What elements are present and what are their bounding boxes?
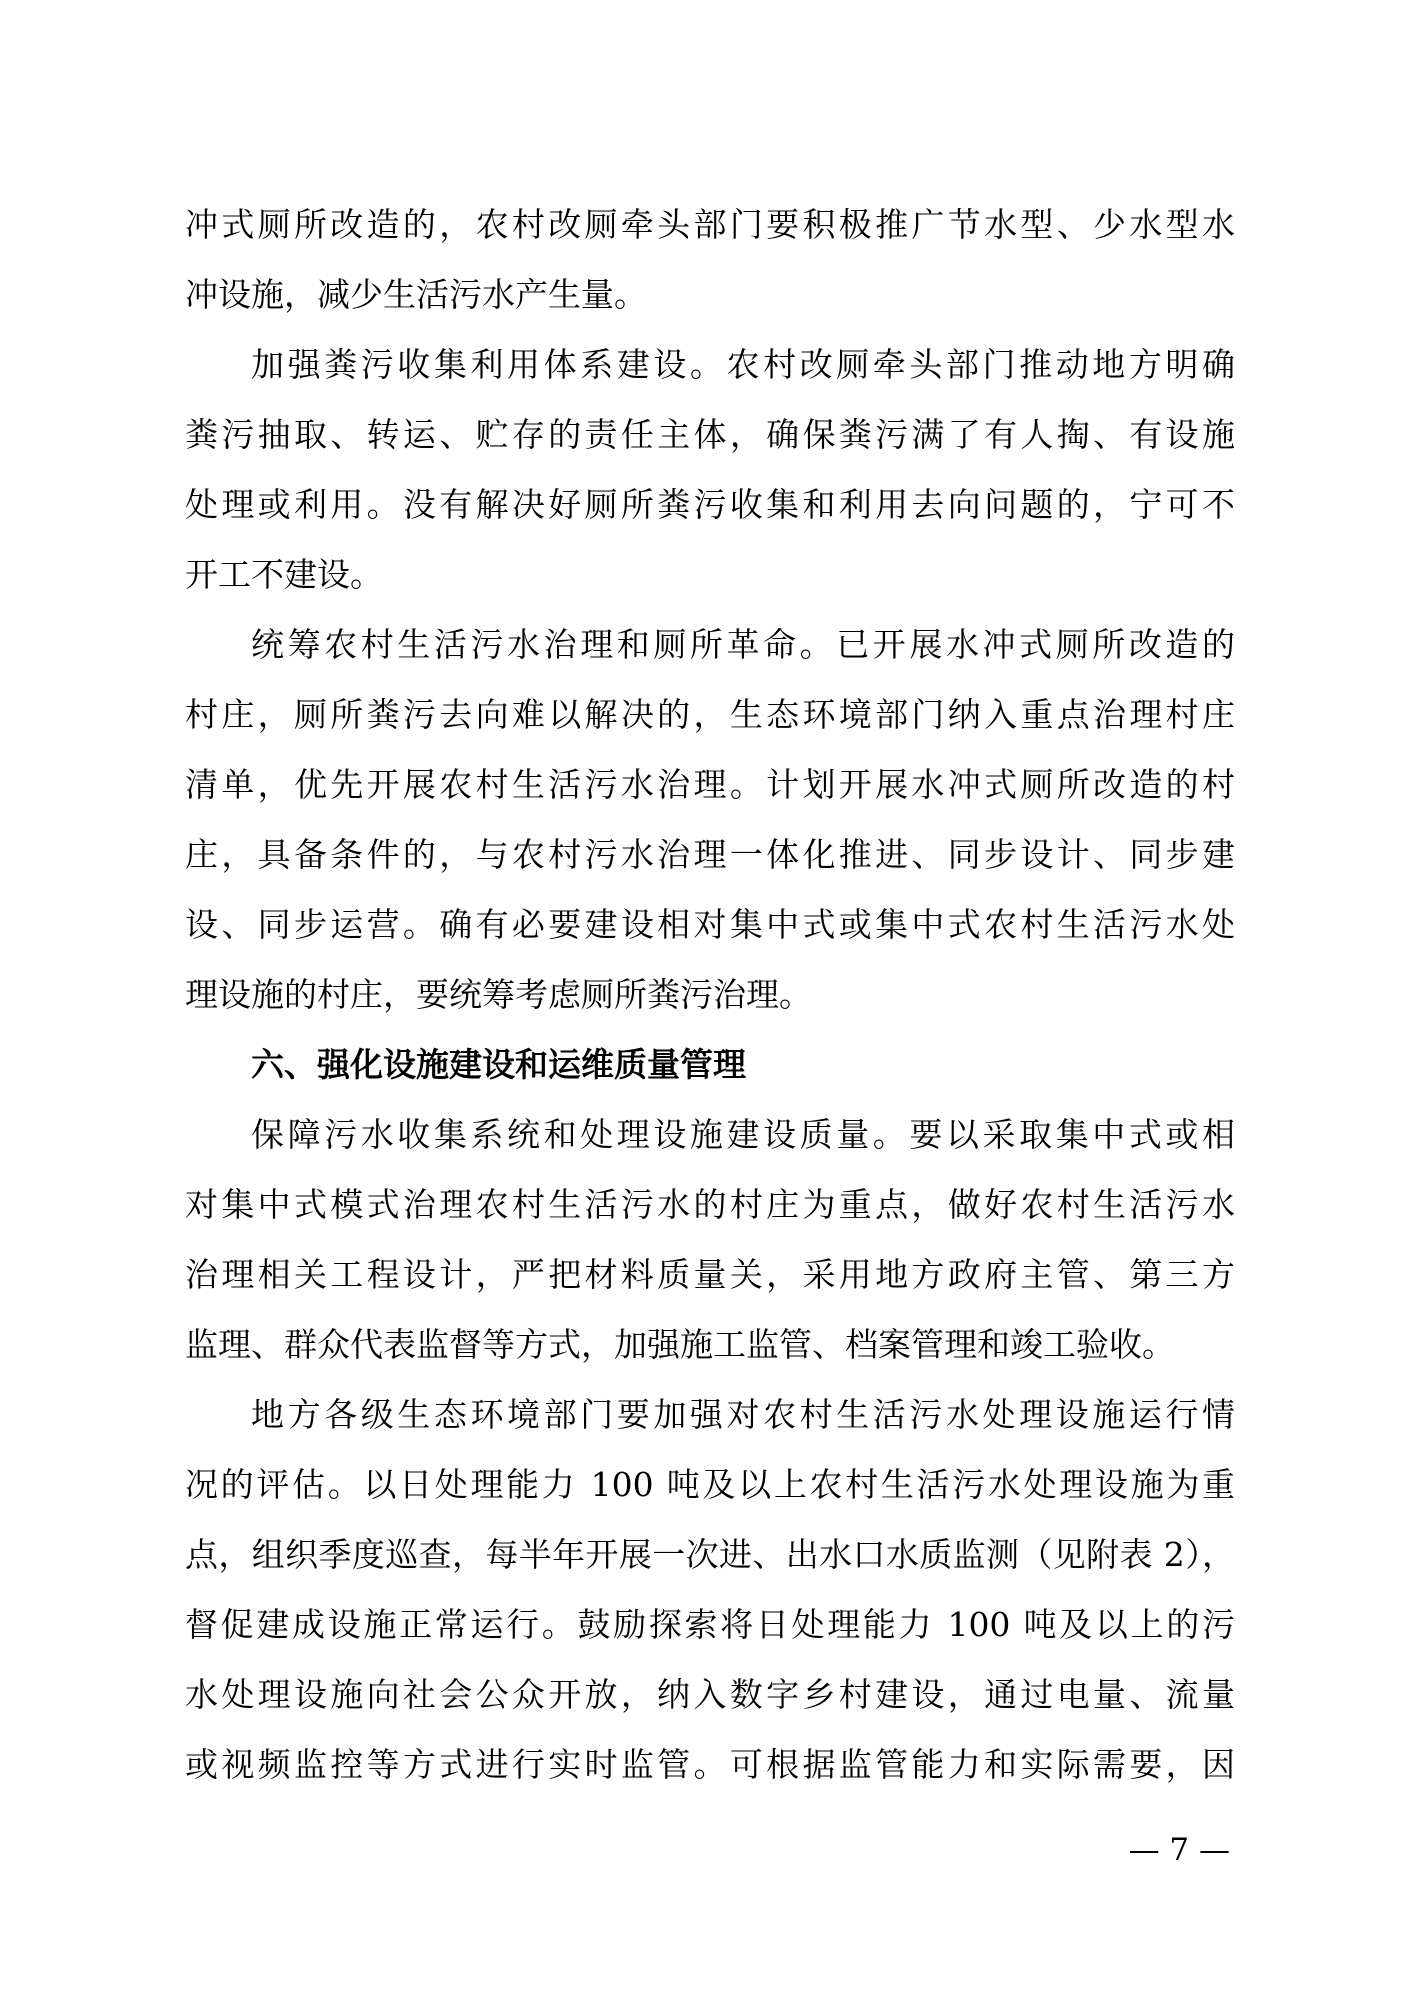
text-line: 处理或利用。没有解决好厕所粪污收集和利用去向问题的，宁可不 <box>185 485 1235 524</box>
text-line: 加强粪污收集利用体系建设。农村改厕牵头部门推动地方明确 <box>251 345 1235 384</box>
text-line: 清单，优先开展农村生活污水治理。计划开展水冲式厕所改造的村 <box>185 765 1235 804</box>
text-line: 设、同步运营。确有必要建设相对集中式或集中式农村生活污水处 <box>185 905 1235 944</box>
text-line: 监理、群众代表监督等方式，加强施工监管、档案管理和竣工验收。 <box>185 1325 1175 1364</box>
text-line: 治理相关工程设计，严把材料质量关，采用地方政府主管、第三方 <box>185 1255 1235 1294</box>
text-line: 地方各级生态环境部门要加强对农村生活污水处理设施运行情 <box>251 1395 1235 1434</box>
page-number: — 7 — <box>1128 1832 1230 1868</box>
text-line: 理设施的村庄，要统筹考虑厕所粪污治理。 <box>185 975 812 1014</box>
text-line: 督促建成设施正常运行。鼓励探索将日处理能力 100 吨及以上的污 <box>185 1605 1235 1644</box>
text-line: 村庄，厕所粪污去向难以解决的，生态环境部门纳入重点治理村庄 <box>185 695 1235 734</box>
text-line: 水处理设施向社会公众开放，纳入数字乡村建设，通过电量、流量 <box>185 1675 1235 1714</box>
text-line: 统筹农村生活污水治理和厕所革命。已开展水冲式厕所改造的 <box>251 625 1235 664</box>
text-line: 对集中式模式治理农村生活污水的村庄为重点，做好农村生活污水 <box>185 1185 1235 1224</box>
text-line: 点，组织季度巡查，每半年开展一次进、出水口水质监测（见附表 2）， <box>185 1535 1235 1574</box>
text-line: 冲式厕所改造的，农村改厕牵头部门要积极推广节水型、少水型水 <box>185 205 1235 244</box>
section-heading: 六、强化设施建设和运维质量管理 <box>251 1045 746 1084</box>
text-line: 庄，具备条件的，与农村污水治理一体化推进、同步设计、同步建 <box>185 835 1235 874</box>
body-text <box>185 190 1235 1800</box>
text-line: 或视频监控等方式进行实时监管。可根据监管能力和实际需要，因 <box>185 1745 1235 1784</box>
text-line: 开工不建设。 <box>185 555 383 594</box>
text-line: 况的评估。以日处理能力 100 吨及以上农村生活污水处理设施为重 <box>185 1465 1235 1504</box>
text-line: 粪污抽取、转运、贮存的责任主体，确保粪污满了有人掏、有设施 <box>185 415 1235 454</box>
text-line: 冲设施，减少生活污水产生量。 <box>185 275 647 314</box>
text-line: 保障污水收集系统和处理设施建设质量。要以采取集中式或相 <box>251 1115 1235 1154</box>
